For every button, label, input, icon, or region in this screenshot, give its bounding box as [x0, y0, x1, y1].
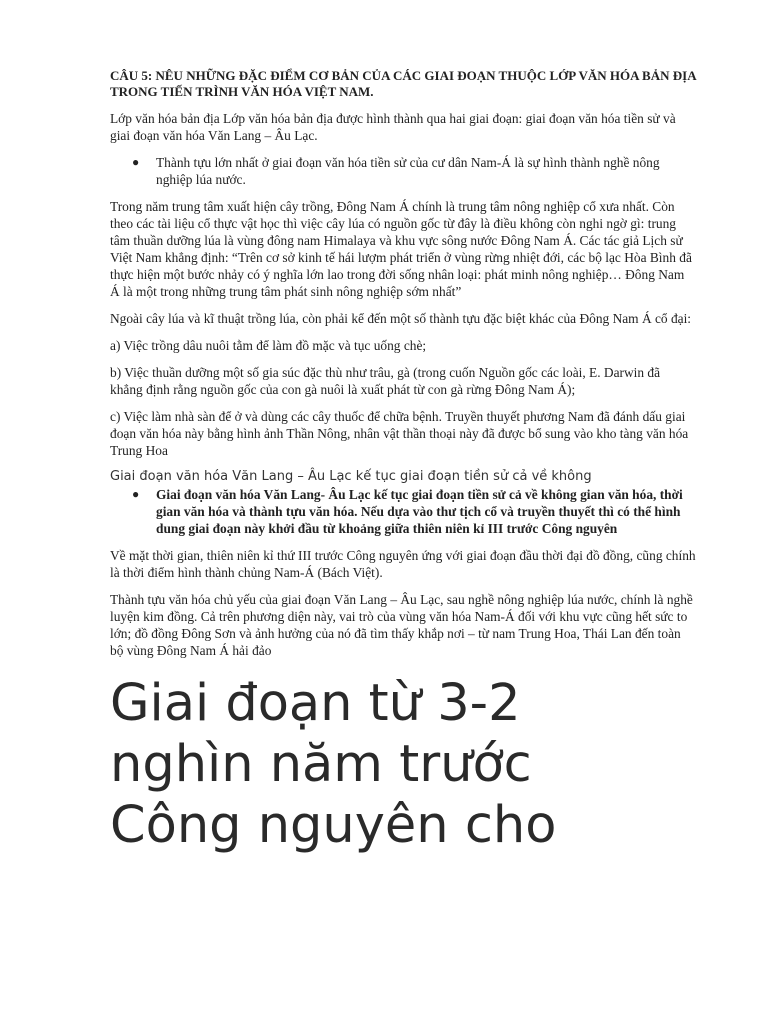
intro-paragraph: Lớp văn hóa bản địa Lớp văn hóa bản địa được hình thành qua hai giai đoạn: giai đoạn văn hóa tiền sử và giai đoạn văn hóa Văn Lang – Âu Lạc. [110, 111, 676, 143]
bullet-list-1 [110, 154, 696, 188]
bullet-item [132, 486, 696, 537]
bullet-dot-icon: ● [132, 487, 140, 501]
question-heading: CÂU 5: NÊU NHỮNG ĐẶC ĐIỂM CƠ BẢN CỦA CÁC GIAI ĐOẠN THUỘC LỚP VĂN HÓA BẢN ĐỊA TRONG TIẾN TRÌNH VĂN HÓA VIỆT NAM. [110, 68, 696, 99]
agriculture-center-paragraph: Trong năm trung tâm xuất hiện cây trồng, Đông Nam Á chính là trung tâm nông nghiệp cổ xưa nhất. Còn theo các tài liệu cổ thực vật học thì việc cây lúa có nguồn gốc từ đây là điều không còn nghi ngờ gì: trung tâm thuần dưỡng lúa là vùng đông nam Himalaya và khu vực sông nước Đông Nam Á. Các tác giả Lịch sử Việt Nam khẳng định: “Trên cơ sở kinh tế hái lượm phát triển ở vùng rừng nhiệt đới, các bộ lạc Hòa Bình đã thực hiện một bước nhảy có ý nghĩa lớn lao trong đời sống nhân loại: phát minh nông nghiệp… Đông Nam Á là một trong những trung tâm phát sinh nông nghiệp sớm nhất” [110, 199, 692, 299]
bullet-text-bold: Giai đoạn văn hóa Văn Lang- Âu Lạc kế tục giai đoạn tiền sử cả về không gian văn hóa, thời gian văn hóa và thành tựu văn hóa. Nếu dựa vào thư tịch cổ và truyền thuyết thì có thể hình dung giai đoạn này khởi đầu từ khoảng giữa thiên niên kỉ III trước Công nguyên [156, 487, 683, 536]
time-paragraph: Về mặt thời gian, thiên niên kỉ thứ III trước Công nguyên ứng với giai đoạn đầu thời đại đồ đồng, cũng chính là thời điểm hình thành chủng Nam-Á (Bách Việt). [110, 548, 696, 580]
bullet-dot-icon: ● [132, 155, 140, 169]
bullet-text: Thành tựu lớn nhất ở giai đoạn văn hóa tiền sử của cư dân Nam-Á là sự hình thành nghề nông nghiệp lúa nước. [156, 155, 660, 187]
other-achievements-paragraph: Ngoài cây lúa và kĩ thuật trồng lúa, còn phải kể đến một số thành tựu đặc biệt khác của Đông Nam Á cổ đại: [110, 311, 692, 326]
sans-serif-line: Giai đoạn văn hóa Văn Lang – Âu Lạc kế tục giai đoạn tiền sử cả về không [110, 469, 592, 484]
document-body [110, 68, 696, 856]
large-heading-text: Giai đoạn từ 3-2 nghìn năm trước Công nguyên cho [110, 674, 557, 855]
bullet-list-2 [110, 486, 696, 537]
list-item-c: c) Việc làm nhà sàn để ở và dùng các cây thuốc để chữa bệnh. Truyền thuyết phương Nam đã đánh dấu giai đoạn văn hóa này bằng hình ảnh Thần Nông, nhân vật thần thoại này đã được bổ sung vào kho tàng văn hóa Trung Hoa [110, 409, 689, 458]
bronze-achievement-paragraph: Thành tựu văn hóa chủ yếu của giai đoạn Văn Lang – Âu Lạc, sau nghề nông nghiệp lúa nước, chính là nghề luyện kim đồng. Cả trên phương diện này, vai trò của vùng văn hóa Nam-Á đối với khu vực cũng hết sức to lớn; đồ đồng Đông Sơn và ảnh hưởng của nó đã tìm thấy khắp nơi – từ nam Trung Hoa, Thái Lan đến toàn bộ vùng Đông Nam Á hải đảo [110, 592, 693, 658]
list-item-a: a) Việc trồng dâu nuôi tằm để làm đồ mặc và tục uống chè; [110, 338, 427, 353]
list-item-b: b) Việc thuần dưỡng một số gia súc đặc thù như trâu, gà (trong cuốn Nguồn gốc các loài, E. Darwin đã khẳng định rằng nguồn gốc của con gà nuôi là xuất phát từ con gà rừng Đông Nam Á); [110, 365, 661, 397]
bullet-item [132, 154, 696, 188]
